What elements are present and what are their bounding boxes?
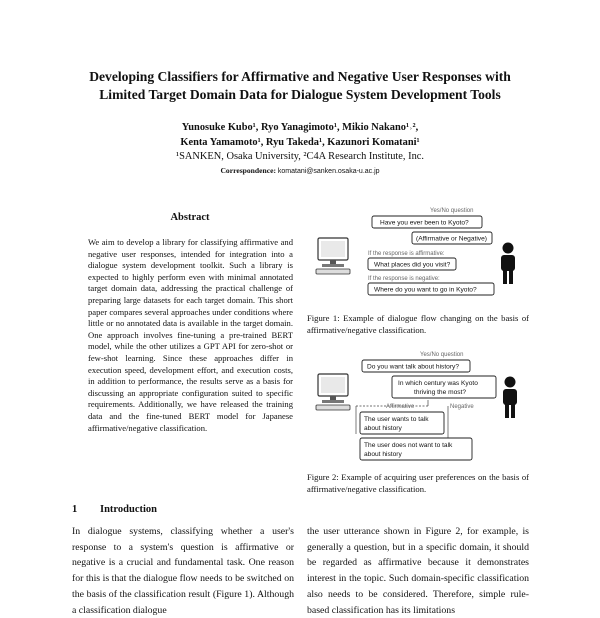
fig2-answer-bubble — [392, 376, 496, 398]
fig1-answer-text: (Affirmative or Negative) — [416, 235, 487, 243]
introduction-right-column: the user utterance shown in Figure 2, for example, is generally a question, but in a specific domain, it should be regarded as affirmative because it demonstrates interest in the topic. Such domain-specific classification also needs to be considered. Therefore, simple rule-based classification has its limitations — [307, 526, 529, 616]
section-heading-introduction — [72, 504, 157, 515]
figure-1-diagram — [300, 204, 530, 304]
fig1-answer-bubble — [412, 232, 492, 244]
fig2-question-text: Do you want talk about history? — [367, 363, 459, 371]
author-line-2: Kenta Yamamoto¹, Ryu Takeda¹, Kazunori Komatani¹ — [180, 137, 420, 148]
fig2-answer-line-1: In which century was Kyoto — [398, 380, 478, 387]
fig1-cond-affirmative: If the response is affirmative: — [368, 251, 445, 257]
introduction-left-column: In dialogue systems, classifying whether a user's response to a system's question is affirmative or negative is a crucial and fundamental task. One reason for this is that the dialogue flow needs to be switched on the basis of the classification result (Figure 1). Although a classification dialogue — [72, 526, 294, 616]
abstract-heading: Abstract — [170, 212, 210, 223]
figure-2-caption: Figure 2: Example of acquiring user preferences on the basis of affirmative/negative classification. — [307, 472, 529, 494]
affiliation: ¹SANKEN, Osaka University, ²C4A Research Institute, Inc. — [176, 151, 424, 162]
person-icon — [503, 377, 517, 419]
figure-2-diagram — [300, 348, 530, 466]
fig1-negative-bubble — [368, 283, 494, 295]
section-title: Introduction — [100, 504, 157, 515]
correspondence — [60, 165, 540, 177]
author-list — [60, 120, 540, 150]
fig1-question-text: Have you ever been to Kyoto? — [380, 219, 469, 227]
paper-title-line-2: Limited Target Domain Data for Dialogue System Development Tools — [99, 87, 501, 102]
fig1-question-bubble — [372, 216, 482, 228]
computer-icon — [316, 238, 350, 274]
fig2-negative-result-box — [360, 438, 472, 460]
correspondence-email: komatani@sanken.osaka-u.ac.jp — [277, 168, 380, 175]
author-line-1: Yunosuke Kubo¹, Ryo Yanagimoto¹, Mikio Nakano¹˒², — [181, 122, 419, 133]
abstract-text: We aim to develop a library for classifying affirmative and negative user responses, intended for integration into a dialogue system development toolkit. Such a library is expected to highly perform even with minimal annotated target domain data, addressing the practical challenge of preparing large datasets for each target domain. This short paper compares several approaches under conditions where little or no annotated data is available in the target domain. One approach involves fine-tuning a pre-trained BERT model, while the other utilizes a GPT API for zero-shot or few-shot learning. Since these approaches differ in execution speed, development effort, and execution costs, in addition to performance, the results serve as a basis for discussing an appropriate configuration suited to specific requirements. Additionally, we have released the training data and the fine-tuned BERT model for Japanese affirmative/negative classification. — [88, 237, 293, 433]
fig2-question-bubble — [362, 360, 470, 372]
fig1-top-label: Yes/No question — [430, 208, 474, 214]
person-icon — [501, 243, 515, 285]
fig1-negative-text: Where do you want to go in Kyoto? — [374, 286, 477, 294]
fig2-label-negative: Negative — [450, 404, 474, 410]
fig1-affirmative-text: What places did you visit? — [374, 261, 451, 269]
paper-title-line-1: Developing Classifiers for Affirmative and Negative User Responses with — [89, 69, 511, 84]
figure-1-caption: Figure 1: Example of dialogue flow changing on the basis of affirmative/negative classification. — [307, 313, 529, 335]
fig2-neg-result-line-2: about history — [364, 451, 402, 458]
fig1-affirmative-bubble — [368, 258, 456, 270]
fig2-affirmative-result-box — [360, 412, 444, 434]
fig2-answer-line-2: thriving the most? — [414, 389, 467, 396]
fig2-aff-result-line-2: about history — [364, 425, 402, 432]
section-number: 1 — [72, 504, 78, 515]
fig2-neg-result-line-1: The user does not want to talk — [364, 442, 453, 449]
paper-title — [40, 68, 560, 104]
fig2-aff-result-line-1: The user wants to talk — [364, 416, 429, 423]
fig2-label-affirmative: Affirmative — [386, 404, 415, 410]
fig2-top-label: Yes/No question — [420, 352, 464, 358]
correspondence-label: Correspondence: — [220, 166, 276, 175]
computer-icon — [316, 374, 350, 410]
fig1-cond-negative: If the response is negative: — [368, 276, 440, 282]
